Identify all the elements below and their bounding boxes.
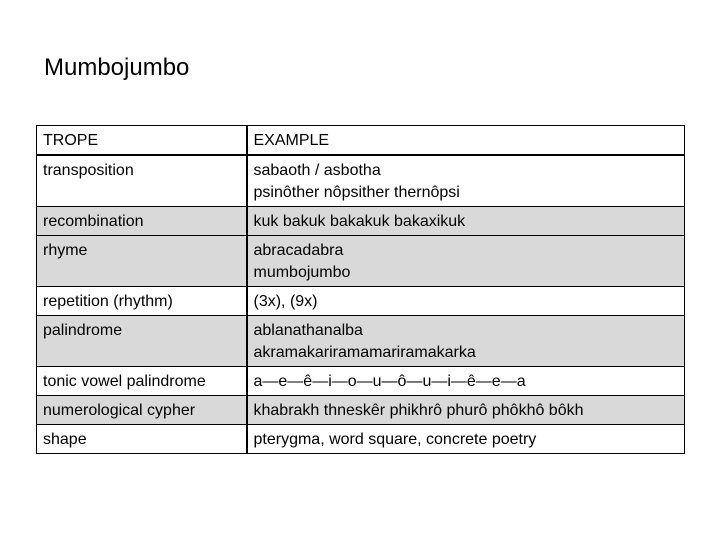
trope-table: [36, 125, 685, 454]
table-row: [37, 367, 685, 396]
table-row: [37, 155, 685, 207]
table-row: [37, 207, 685, 236]
example-cell: [247, 367, 685, 396]
example-line: kuk bakuk bakakuk bakaxikuk: [253, 213, 466, 230]
example-cell: [247, 425, 685, 454]
header-example: EXAMPLE: [247, 126, 685, 156]
example-line: a—e—ê—i—o—u—ô—u—i—ê—e—a: [253, 373, 526, 390]
example-cell: [247, 287, 685, 316]
trope-cell: rhyme: [37, 236, 247, 287]
example-line: sabaoth / asbotha: [253, 162, 381, 179]
header-trope: TROPE: [37, 126, 247, 156]
example-line: pterygma, word square, concrete poetry: [253, 431, 537, 448]
table-row: [37, 316, 685, 367]
example-cell: [247, 236, 685, 287]
example-line: akramakariramamariramakarka: [253, 344, 476, 361]
example-cell: [247, 316, 685, 367]
table-row: [37, 287, 685, 316]
example-line: mumbojumbo: [253, 264, 351, 281]
example-line: ablanathanalba: [253, 322, 363, 339]
trope-cell: transposition: [37, 155, 247, 207]
example-line: psinôther nôpsither thernôpsi: [253, 184, 460, 201]
trope-cell: numerological cypher: [37, 396, 247, 425]
trope-cell: palindrome: [37, 316, 247, 367]
example-line: (3x), (9x): [253, 293, 318, 310]
slide-title: Mumbojumbo: [44, 54, 190, 81]
trope-cell: shape: [37, 425, 247, 454]
example-cell: [247, 396, 685, 425]
example-cell: [247, 155, 685, 207]
example-line: abracadabra: [253, 242, 344, 259]
table-row: [37, 236, 685, 287]
table-row: [37, 425, 685, 454]
table-header-row: [37, 126, 685, 156]
table-row: [37, 396, 685, 425]
trope-cell: repetition (rhythm): [37, 287, 247, 316]
trope-cell: tonic vowel palindrome: [37, 367, 247, 396]
example-line: khabrakh thneskêr phikhrô phurô phôkhô bôkh: [253, 402, 584, 419]
example-cell: [247, 207, 685, 236]
trope-cell: recombination: [37, 207, 247, 236]
